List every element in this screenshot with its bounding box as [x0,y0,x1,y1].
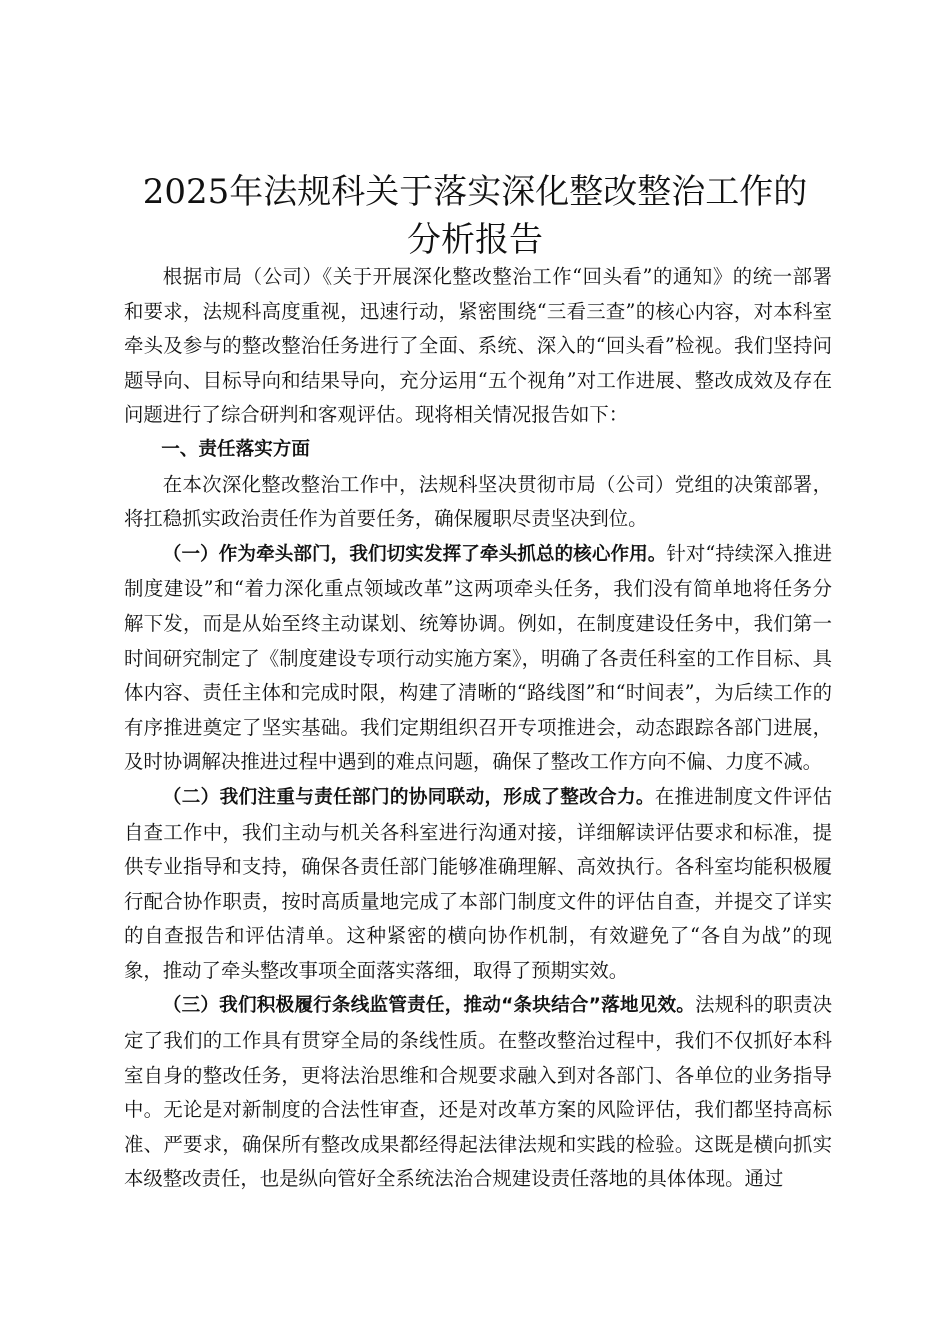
title-line-2: 分析报告 [407,220,543,260]
subsection-text-2: 在推进制度文件评估自查工作中，我们主动与机关各科室进行沟通对接，详细解读评估要求和标准，提供专业指导和支持，确保各责任部门能够准确理解、高效执行。各科室均能积极履行配合协作职责，按时高质量地完成了本部门制度文件的评估自查，并提交了详实的自查报告和评估清单。这种紧密的横向协作机制，有效避免了“各自为战”的现象，推动了牵头整改事项全面落实落细，取得了预期实效。 [124,784,832,982]
title-line-1: 2025年法规科关于落实深化整改整治工作的 [142,172,808,212]
subsection-text-3: 法规科的职责决定了我们的工作具有贯穿全局的条线性质。在整改整治过程中，我们不仅抓好本科室自身的整改任务，更将法治思维和合规要求融入到对各部门、各单位的业务指导中。无论是对新制度的合法性审查，还是对改革方案的风险评估，我们都坚持高标准、严要求，确保所有整改成果都经得起法律法规和实践的检验。这既是横向抓实本级整改责任，也是纵向管好全系统法治合规建设责任落地的具体体现。通过 [124,993,832,1191]
section-heading: 一、责任落实方面 [161,438,310,460]
subsection-paragraph-3 [124,988,832,1197]
subsection-paragraph-1 [124,537,832,780]
subsection-lead-3: （三）我们积极履行条线监管责任，推动“条块结合”落地见效。 [162,995,696,1017]
document-title [100,168,850,264]
subsection-lead-1: （一）作为牵头部门，我们切实发挥了牵头抓总的核心作用。 [162,543,667,565]
subsection-lead-2: （二）我们注重与责任部门的协同联动，形成了整改合力。 [162,786,655,808]
subsection-text-1: 针对“持续深入推进制度建设”和“着力深化重点领域改革”这两项牵头任务，我们没有简单地将任务分解下发，而是从始至终主动谋划、统筹协调。例如，在制度建设任务中，我们第一时间研究制定了《制度建设专项行动实施方案》，明确了各责任科室的工作目标、具体内容、责任主体和完成时限，构建了清晰的“路线图”和“时间表”，为后续工作的有序推进奠定了坚实基础。我们定期组织召开专项推进会，动态跟踪各部门进展，及时协调解决推进过程中遇到的难点问题，确保了整改工作方向不偏、力度不减。 [124,541,832,774]
section-paragraph: 在本次深化整改整治工作中，法规科坚决贯彻市局（公司）党组的决策部署，将扛稳抓实政治责任作为首要任务，确保履职尽责坚决到位。 [124,472,832,531]
document-body [124,260,832,1197]
subsection-paragraph-2 [124,780,832,989]
intro-paragraph: 根据市局（公司）《关于开展深化整改整治工作“回头看”的通知》的统一部署和要求，法规科高度重视，迅速行动，紧密围绕“三看三查”的核心内容，对本科室牵头及参与的整改整治任务进行了全面、系统、深入的“回头看”检视。我们坚持问题导向、目标导向和结果导向，充分运用“五个视角”对工作进展、整改成效及存在问题进行了综合研判和客观评估。现将相关情况报告如下： [124,265,832,427]
